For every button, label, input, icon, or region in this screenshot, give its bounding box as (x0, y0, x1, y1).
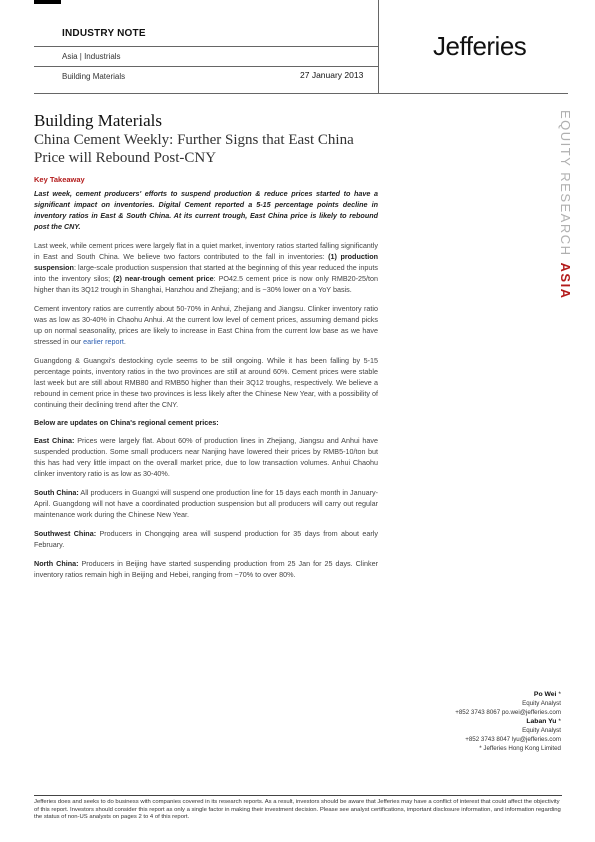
paragraph-2 (34, 303, 378, 347)
key-takeaway-text: Last week, cement producers' efforts to suspend production & reduce prices started to have a significant impact on inventories. Digital Cement reported a 5-15 percentage points decline in inventory ratios in East & South China. At its current trough, East China price is likely to rebound post the CNY. (34, 189, 378, 231)
analyst-title: Equity Analyst (522, 700, 561, 707)
analyst-contact[interactable]: +852 3743 8047 lyu@jefferies.com (465, 736, 561, 743)
header-accent-bar (34, 0, 61, 4)
header-vertical-divider (378, 0, 379, 93)
analyst-star: * (556, 718, 561, 725)
header-bottom-rule (34, 93, 568, 94)
analyst-block (455, 690, 561, 753)
affiliation-note: * Jefferies Hong Kong Limited (479, 745, 561, 752)
region-text: Producers in Chongqing area will suspend production for 35 days from about early February. (34, 529, 378, 549)
region-label: North China: (34, 559, 79, 568)
sidebar-label (558, 110, 573, 300)
analyst-name-text: Po Wei (533, 691, 557, 698)
divider (34, 66, 378, 67)
analyst-contact[interactable]: +852 3743 8067 po.wei@jefferies.com (455, 709, 561, 716)
region-text: All producers in Guangxi will suspend one production line for 15 days each month in January-April. Guangdong will not have a coordinated production suspension but all producers will carry out regular maintenance work during the Chinese New Year. (34, 488, 378, 519)
updates-heading: Below are updates on China's regional cement prices: (34, 418, 219, 427)
p1-intro: Last week, while cement prices were largely flat in a quiet market, inventory ratios started falling significantly in East and South China. We believe two factors contributed to the fall in inventories: (34, 241, 378, 261)
article-title: Building Materials (34, 111, 162, 130)
equity-research-label: EQUITY RESEARCH (558, 110, 573, 257)
region-label: East China: (34, 436, 75, 445)
region-text: Prices were largely flat. About 60% of production lines in Zhejiang, Jiangsu and Anhui have suspended production. Some small producers near Nanjing have lowered their prices by RMB5-10/ton but this has had very little impact on the overall market price, due to low transaction volumes. Anhui Chaohu clinker inventory ratio is as low as 30-40%. (34, 436, 378, 478)
article-subtitle: China Cement Weekly: Further Signs that East China Price will Rebound Post-CNY (34, 132, 354, 166)
analyst-title: Equity Analyst (522, 727, 561, 734)
earlier-report-link[interactable]: earlier report (83, 337, 124, 346)
divider (34, 46, 378, 47)
analyst-name (455, 690, 561, 699)
key-takeaway-label: Key Takeaway (34, 175, 85, 184)
p1-end: : PO42.5 cement price is now only RMB20-25/ton higher than its 3Q12 trough in Shanghai, Hanzhou and Zhejiang; and is ~30% lower on a YoY basis. (34, 274, 379, 294)
note-type: INDUSTRY NOTE (62, 28, 146, 39)
article-body (34, 111, 378, 580)
p1-mid: : large-scale production suspension that started at the beginning of this year reduced the inputs into the inventory silos; (34, 263, 378, 283)
jefferies-logo: Jefferies (433, 31, 527, 61)
analyst-name (455, 717, 561, 726)
region-sector: Asia | Industrials (62, 52, 121, 61)
sector-label: Building Materials (62, 72, 126, 81)
disclaimer: Jefferies does and seeks to do business with companies covered in its research reports. As a result, investors should be aware that Jefferies may have a conflict of interest that could affect the objectivity of this report. Investors should consider this report as only a single factor in making their investment decision. Please see analyst certifications, important disclosure information, and information regarding the status of non-US analysts on pages 2 to 4 of this report. (34, 799, 561, 820)
p1-factor-2: (2) near-trough cement price (113, 274, 214, 283)
report-date: 27 January 2013 (300, 70, 364, 80)
region-east (34, 435, 378, 479)
region-north (34, 558, 378, 580)
paragraph-3: Guangdong & Guangxi's destocking cycle seems to be still ongoing. While it has been falling by 5-15 percentage points, inventory ratios in the two provinces are still at around 60%. Cement prices were stable last week but are still about RMB80 and RMB50 higher than their 3Q12 troughs, respectively. We believe a rebound in cement price in these two provinces is less likely after the Chinese New Year, with a possibility of continuing their declining trend after the CNY. (34, 356, 378, 409)
region-text: Producers in Beijing have started suspending production from 25 Jan for 25 days. Clinker inventory ratios remain high in Beijing and Hebei, ranging from ~70% to over 80%. (34, 559, 378, 579)
region-south (34, 487, 378, 520)
report-header (0, 0, 595, 93)
footer-rule (34, 795, 562, 796)
p2-text: Cement inventory ratios are currently about 50-70% in Anhui, Zhejiang and Jiangsu. Clinker inventory ratio was as low as 30-40% in Chaohu Anhui. At the current low level of cement prices, assuming demand picks up on normal seasonality, prices are likely to increase in East China from the current low base as we have stressed in our (34, 304, 378, 346)
paragraph-1 (34, 240, 378, 295)
region-label: ASIA (558, 262, 573, 300)
p2-end: . (123, 337, 126, 346)
analyst-star: * (556, 691, 561, 698)
analyst-name-text: Laban Yu (526, 718, 557, 725)
region-southwest (34, 528, 378, 550)
p1-factor-1: (1) production suspension (34, 252, 379, 272)
region-label: South China: (34, 488, 79, 497)
region-label: Southwest China: (34, 529, 97, 538)
